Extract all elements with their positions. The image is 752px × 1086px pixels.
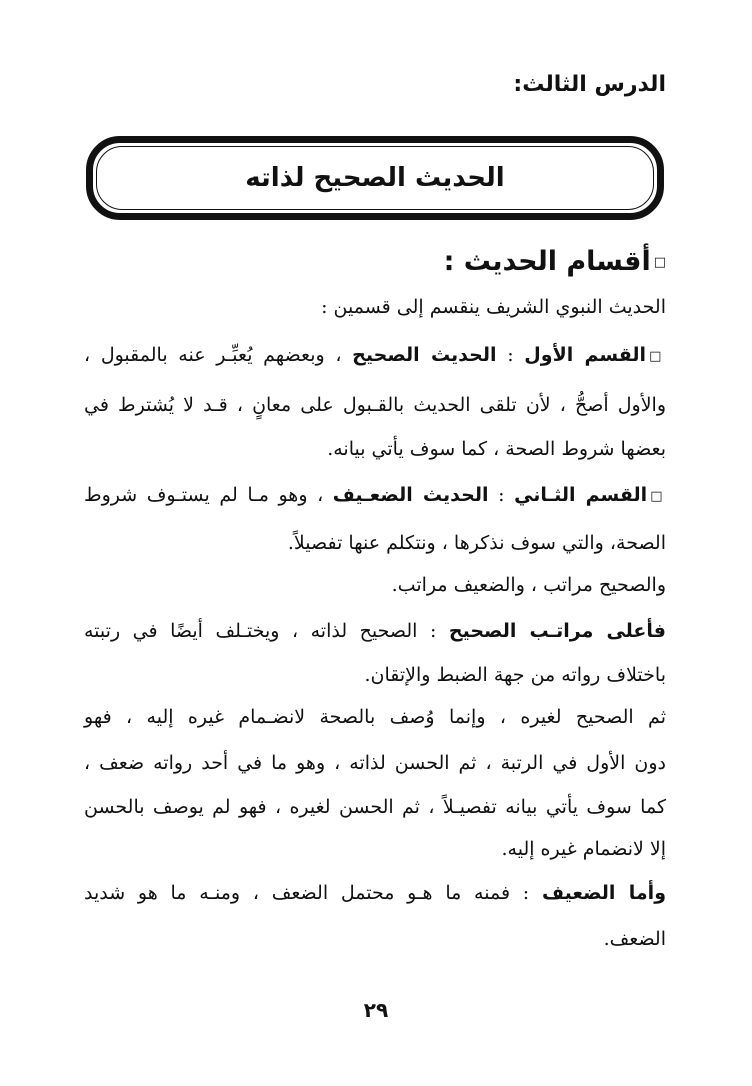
ranks-line: والصحيح مراتب ، والضعيف مراتب. [391, 574, 666, 596]
part1-term: الحديث الصحيح [352, 344, 497, 366]
weak-rest: : فمنه ما هـو محتمل الضعف ، ومنـه ما هو شديد [84, 882, 542, 904]
highest-line-1 [84, 620, 666, 642]
para3-line-1: ثم الصحيح لغيره ، وإنما وُصف بالصحة لانضـمام غيره إليه ، فهو [84, 706, 666, 728]
section-heading [444, 246, 666, 277]
bullet-icon: □ [653, 255, 666, 270]
title-frame-inner [96, 146, 654, 210]
part2-line-2: الصحة، والتي سوف نذكرها ، ونتكلم عنها تفصيلاً. [287, 532, 666, 554]
part2-term: الحديث الضعـيف [332, 484, 489, 506]
lesson-title: الحديث الصحيح لذاته [245, 163, 505, 193]
part1-heading: القسم الأول [524, 344, 647, 366]
weak-term: وأما الضعيف [541, 882, 667, 904]
part1-rest: ، وبعضهم يُعبِّـر عنه بالمقبول ، [84, 344, 353, 366]
bullet-icon: □ [649, 348, 666, 364]
title-frame [86, 136, 664, 220]
para3-line-4: إلا لانضمام غيره إليه. [501, 838, 666, 860]
part1-sep: : [496, 344, 525, 366]
part2-line-1 [84, 484, 666, 506]
part1-line-2: والأول أصحُّ ، لأن تلقى الحديث بالقـبول على معانٍ ، قـد لا يُشترط في [84, 394, 666, 416]
highest-term: فأعلى مراتـب الصحيح [448, 620, 666, 642]
page-number: ٢٩ [363, 998, 389, 1022]
part2-heading: القسم الثـاني [514, 484, 648, 506]
lesson-label: الدرس الثالث: [513, 72, 666, 97]
highest-line-2: باختلاف رواته من جهة الضبط والإتقان. [364, 664, 666, 686]
part2-sep: : [488, 484, 515, 506]
weak-line-1 [84, 882, 666, 904]
intro-line: الحديث النبوي الشريف ينقسم إلى قسمين : [321, 296, 666, 318]
highest-rest: : الصحيح لذاته ، ويختـلف أيضًا في رتبته [84, 620, 449, 642]
part1-line-1 [84, 344, 666, 366]
para3-line-3: كما سوف يأتي بيانه تفصيـلاً ، ثم الحسن لغيره ، فهو لم يوصف بالحسن [84, 796, 666, 818]
section-heading-text: أقسام الحديث : [443, 246, 651, 277]
bullet-icon: □ [650, 488, 667, 504]
weak-line-2: الضعف. [603, 928, 666, 950]
part1-line-3: بعضها شروط الصحة ، كما سوف يأتي بيانه. [327, 438, 666, 460]
part2-rest: ، وهو مـا لم يستـوف شروط [84, 484, 333, 506]
para3-line-2: دون الأول في الرتبة ، ثم الحسن لذاته ، وهو ما في أحد رواته ضعف ، [84, 752, 666, 774]
